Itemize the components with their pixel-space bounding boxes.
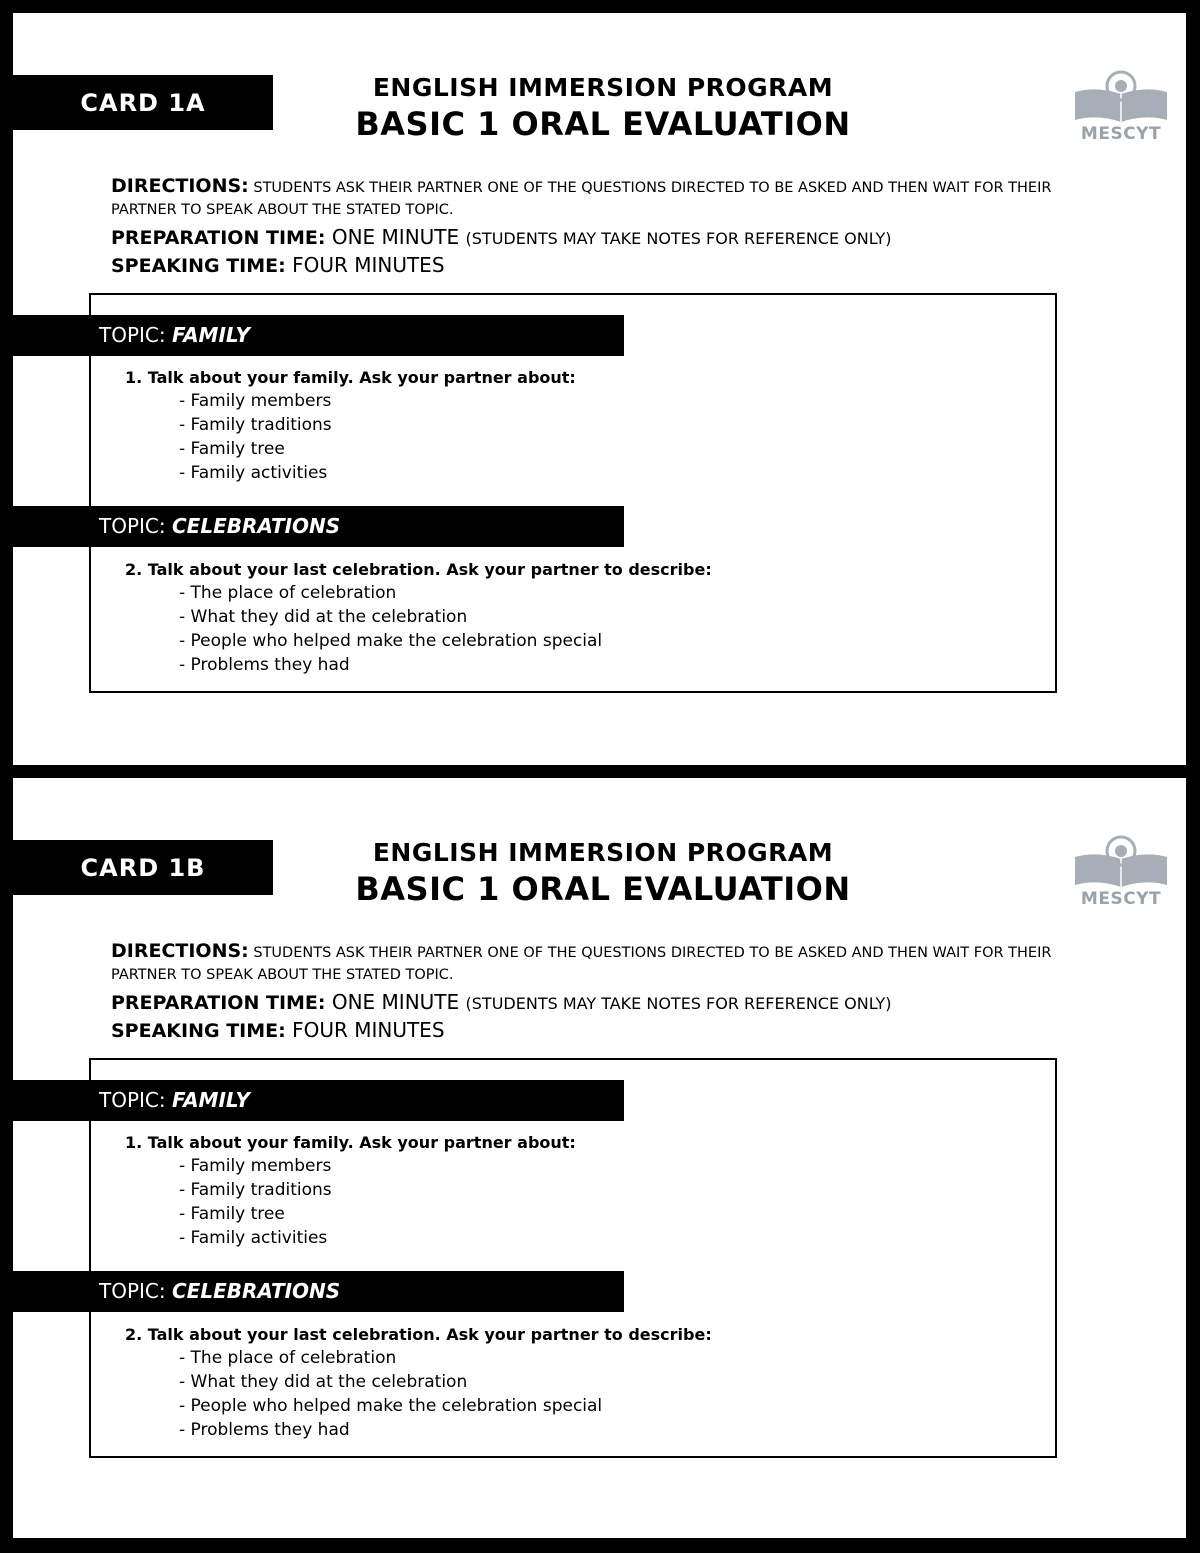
list-item: - What they did at the celebration — [179, 1372, 468, 1392]
question-2: 2. Talk about your last celebration. Ask your partner to describe: — [125, 560, 712, 579]
topic-prefix: TOPIC: — [99, 1088, 172, 1112]
preparation-time — [111, 990, 1111, 1014]
prep-value: ONE MINUTE — [325, 990, 466, 1014]
directions-text: STUDENTS ASK THEIR PARTNER ONE OF THE QUESTIONS DIRECTED TO BE ASKED AND THEN WAIT FOR THEIR PARTNER TO SPEAK ABOUT THE STATED TOPIC. — [111, 180, 1052, 218]
list-item: - Family members — [179, 391, 332, 411]
card-tag: CARD 1B — [13, 840, 273, 895]
prep-value: ONE MINUTE — [325, 225, 466, 249]
book-icon — [1071, 833, 1171, 889]
directions-text: STUDENTS ASK THEIR PARTNER ONE OF THE QUESTIONS DIRECTED TO BE ASKED AND THEN WAIT FOR THEIR PARTNER TO SPEAK ABOUT THE STATED TOPIC. — [111, 945, 1052, 983]
program-title: ENGLISH IMMERSION PROGRAM — [372, 73, 834, 102]
topic-celebrations-bar — [13, 1271, 624, 1312]
question-2: 2. Talk about your last celebration. Ask your partner to describe: — [125, 1325, 712, 1344]
list-item: - What they did at the celebration — [179, 607, 468, 627]
program-title: ENGLISH IMMERSION PROGRAM — [372, 838, 834, 867]
card-tag: CARD 1A — [13, 75, 273, 130]
prep-label: PREPARATION TIME: — [111, 227, 326, 249]
list-item: - Family tree — [179, 439, 285, 459]
card-1a — [13, 13, 1186, 765]
topic-name: CELEBRATIONS — [171, 1279, 341, 1303]
directions-label: DIRECTIONS: — [111, 940, 249, 962]
list-item: - Problems they had — [179, 1420, 350, 1440]
book-icon — [1071, 68, 1171, 124]
question-1-list — [179, 389, 332, 485]
list-item: - People who helped make the celebration special — [179, 631, 603, 651]
directions-label: DIRECTIONS: — [111, 175, 249, 197]
topic-prefix: TOPIC: — [99, 514, 172, 538]
question-1-list — [179, 1154, 332, 1250]
topic-prefix: TOPIC: — [99, 1279, 172, 1303]
prep-label: PREPARATION TIME: — [111, 992, 326, 1014]
list-item: - The place of celebration — [179, 583, 397, 603]
directions — [111, 175, 1111, 221]
question-2-list — [179, 1346, 602, 1442]
question-2-list — [179, 581, 602, 677]
evaluation-title: BASIC 1 ORAL EVALUATION — [355, 105, 851, 143]
list-item: - Problems they had — [179, 655, 350, 675]
speak-value: FOUR MINUTES — [285, 1018, 445, 1042]
evaluation-title: BASIC 1 ORAL EVALUATION — [355, 870, 851, 908]
speaking-time — [111, 1018, 1111, 1042]
topic-celebrations-bar — [13, 506, 624, 547]
card-1b — [13, 778, 1186, 1538]
prep-note: (STUDENTS MAY TAKE NOTES FOR REFERENCE ONLY) — [465, 229, 892, 248]
speak-label: SPEAKING TIME: — [111, 255, 286, 277]
topic-name: FAMILY — [171, 323, 251, 347]
list-item: - Family traditions — [179, 1180, 332, 1200]
list-item: - Family traditions — [179, 415, 332, 435]
question-1: 1. Talk about your family. Ask your partner about: — [125, 368, 576, 387]
preparation-time — [111, 225, 1111, 249]
logo-text: MESCYT — [1080, 889, 1162, 909]
topic-family-bar — [13, 315, 624, 356]
list-item: - Family activities — [179, 1228, 328, 1248]
list-item: - The place of celebration — [179, 1348, 397, 1368]
list-item: - Family activities — [179, 463, 328, 483]
list-item: - Family members — [179, 1156, 332, 1176]
prep-note: (STUDENTS MAY TAKE NOTES FOR REFERENCE ONLY) — [465, 994, 892, 1013]
topic-name: FAMILY — [171, 1088, 251, 1112]
speaking-time — [111, 253, 1111, 277]
list-item: - People who helped make the celebration special — [179, 1396, 603, 1416]
question-1: 1. Talk about your family. Ask your partner about: — [125, 1133, 576, 1152]
list-item: - Family tree — [179, 1204, 285, 1224]
speak-label: SPEAKING TIME: — [111, 1020, 286, 1042]
logo-text: MESCYT — [1080, 124, 1162, 144]
directions — [111, 940, 1111, 986]
mescyt-logo — [1071, 68, 1171, 148]
topic-name: CELEBRATIONS — [171, 514, 341, 538]
topic-prefix: TOPIC: — [99, 323, 172, 347]
speak-value: FOUR MINUTES — [285, 253, 445, 277]
mescyt-logo — [1071, 833, 1171, 913]
topic-family-bar — [13, 1080, 624, 1121]
